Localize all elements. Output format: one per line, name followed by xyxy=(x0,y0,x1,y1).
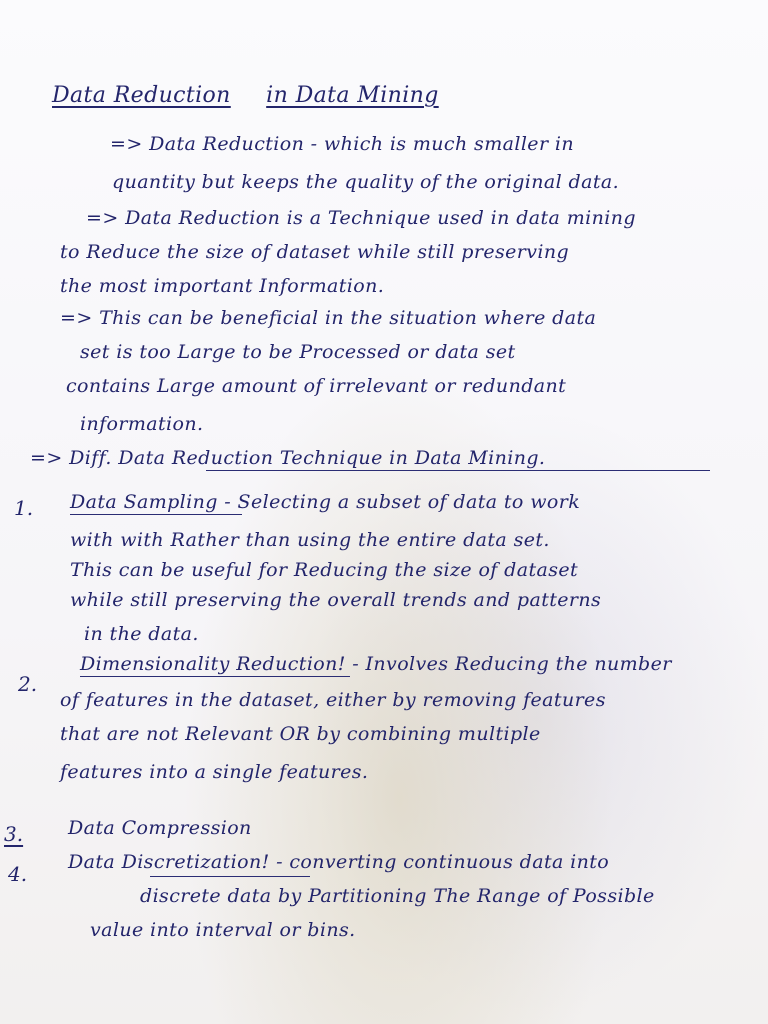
underline-dimensionality xyxy=(80,676,350,677)
note-line: Data Sampling - Selecting a subset of data to work xyxy=(70,491,581,513)
note-line: set is too Large to be Processed or data set xyxy=(80,341,516,363)
note-line: features into a single features. xyxy=(60,761,369,783)
note-line: of features in the dataset, either by removing features xyxy=(60,689,606,711)
note-line: the most important Information. xyxy=(60,275,385,297)
note-line: contains Large amount of irrelevant or redundant xyxy=(66,375,567,397)
heading-underline xyxy=(206,470,710,471)
note-line: => Data Reduction - which is much smaller in xyxy=(110,133,574,155)
note-line: information. xyxy=(80,413,204,435)
section-heading: => Diff. Data Reduction Technique in Data Mining. xyxy=(30,447,546,469)
title-part-2: in Data Mining xyxy=(266,83,439,108)
note-line: to Reduce the size of dataset while still preserving xyxy=(60,241,570,263)
note-line: Data Discretization! - converting continuous data into xyxy=(68,851,610,873)
underline-data-sampling xyxy=(70,514,242,515)
note-line: quantity but keeps the quality of the original data. xyxy=(112,171,620,193)
note-line: => This can be beneficial in the situation where data xyxy=(60,307,597,329)
note-line: Dimensionality Reduction! - Involves Reducing the number xyxy=(80,653,672,675)
item-number-3: 3. xyxy=(4,822,24,846)
note-line: in the data. xyxy=(84,623,199,645)
note-line: with with Rather than using the entire data set. xyxy=(70,529,550,551)
note-line: => Data Reduction is a Technique used in data mining xyxy=(86,207,636,229)
note-line: discrete data by Partitioning The Range of Possible xyxy=(140,885,655,907)
title-part-1: Data Reduction xyxy=(52,83,231,108)
note-line: value into interval or bins. xyxy=(90,919,356,941)
note-line: This can be useful for Reducing the size of dataset xyxy=(70,559,579,581)
item-number-1: 1. xyxy=(14,496,34,520)
page-title xyxy=(52,84,439,108)
note-line: that are not Relevant OR by combining multiple xyxy=(60,723,541,745)
underline-discretization xyxy=(150,876,310,877)
item-number-2: 2. xyxy=(18,672,38,696)
item-number-4: 4. xyxy=(8,862,28,886)
note-line: Data Compression xyxy=(68,817,252,839)
note-line: while still preserving the overall trends and patterns xyxy=(70,589,602,611)
